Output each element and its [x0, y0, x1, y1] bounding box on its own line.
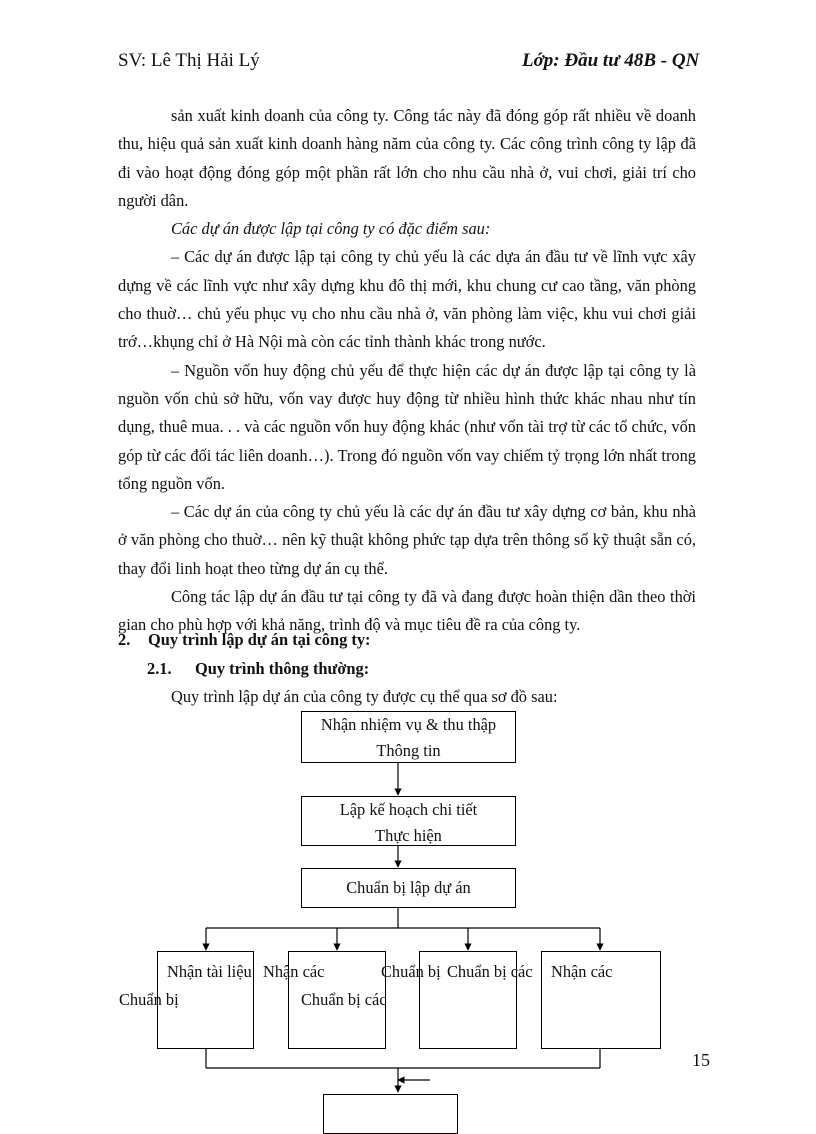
subsection-number: 2.1. [147, 659, 172, 678]
page-number: 15 [692, 1050, 710, 1070]
branch-label-4: Chuẩn bị các [301, 990, 387, 1009]
section-heading [118, 630, 371, 650]
flowchart-intro: Quy trình lập dự án của công ty được cụ thể qua sơ đồ sau: [171, 687, 558, 706]
subsection-heading [147, 659, 369, 679]
branch-label-1: Nhận tài liệu [167, 962, 252, 981]
flow-box-detailed-plan-line2: Thực hiện [375, 826, 442, 845]
paragraph-4: – Nguồn vốn huy động chủ yếu để thực hiện các dự án được lập tại công ty là nguồn vốn chủ sở hữu, vốn vay được huy động từ nhiều hình thức khác nhau như tín dụng, thuê mua. . . và các nguồn vốn huy động khác (như vốn tài trợ từ các tổ chức, vốn góp từ các đối tác liên doanh…). Trong đó nguồn vốn vay chiếm tỷ trọng lớn nhất trong tổng nguồn vốn. [118, 360, 696, 493]
flow-box-receive-task [301, 711, 516, 763]
paragraph-1: sản xuất kinh doanh của công ty. Công tác này đã đóng góp rất nhiều về doanh thu, hiệu quả sản xuất kinh doanh hàng năm của công ty. Các công trình công ty lập đã đi vào hoạt động đóng góp một phần rất lớn cho nhu cầu nhà ở, vui chơi, giải trí cho người dân. [118, 106, 696, 210]
subsection-title: Quy trình thông thường: [195, 659, 370, 678]
branch-label-5: Nhận các [551, 962, 613, 981]
paragraph-2: Các dự án được lập tại công ty có đặc điểm sau: [171, 219, 491, 239]
branch-label-3: Chuẩn bị [119, 990, 179, 1009]
flow-box-detailed-plan-line1: Lập kế hoạch chi tiết [339, 800, 478, 819]
branch-label-7: Chuẩn bị các [447, 962, 533, 981]
section-title: Quy trình lập dự án tại công ty: [148, 630, 371, 649]
flow-box-receive-task-line1: Nhận nhiệm vụ & thu thập [320, 715, 497, 734]
flow-box-detailed-plan [301, 796, 516, 846]
flow-box-receive-task-line2: Thông tin [376, 741, 441, 760]
paragraph-5: – Các dự án của công ty chủ yếu là các dự án đầu tư xây dựng cơ bản, khu nhà ở văn phòng cho thuờ… nên kỹ thuật không phức tạp dựa trên thông số kỹ thuật sẵn có, thay đổi linh hoạt theo từng dự án cụ thể. [118, 502, 696, 578]
paragraph-3: – Các dự án được lập tại công ty chủ yếu là các dựa án đầu tư về lĩnh vực xây dựng về các lĩnh vực như xây dựng khu đô thị mới, khu chung cư cao tầng, văn phòng cho thuờ… chủ yếu phục vụ cho nhu cầu nhà ở, văn phòng làm việc, khu vui chơi giải trớ…khụng chỉ ở Hà Nội mà còn các tỉnh thành khác trong nước. [118, 247, 696, 352]
branch-label-2: Nhận các [263, 962, 325, 981]
flow-box-prepare-project: Chuẩn bị lập dự án [301, 868, 516, 908]
header-student: SV: Lê Thị Hải Lý [118, 50, 260, 71]
flow-box-result [323, 1094, 458, 1134]
header-class: Lớp: Đầu tư 48B - QN [522, 50, 700, 71]
branch-label-6: Chuẩn bị [381, 962, 441, 981]
body-text [118, 102, 696, 640]
section-number: 2. [118, 630, 131, 649]
paragraph-6: Công tác lập dự án đầu tư tại công ty đã và đang được hoàn thiện dần theo thời gian cho phù hợp với khả năng, trình độ và mục tiêu đề ra của công ty. [118, 587, 696, 635]
